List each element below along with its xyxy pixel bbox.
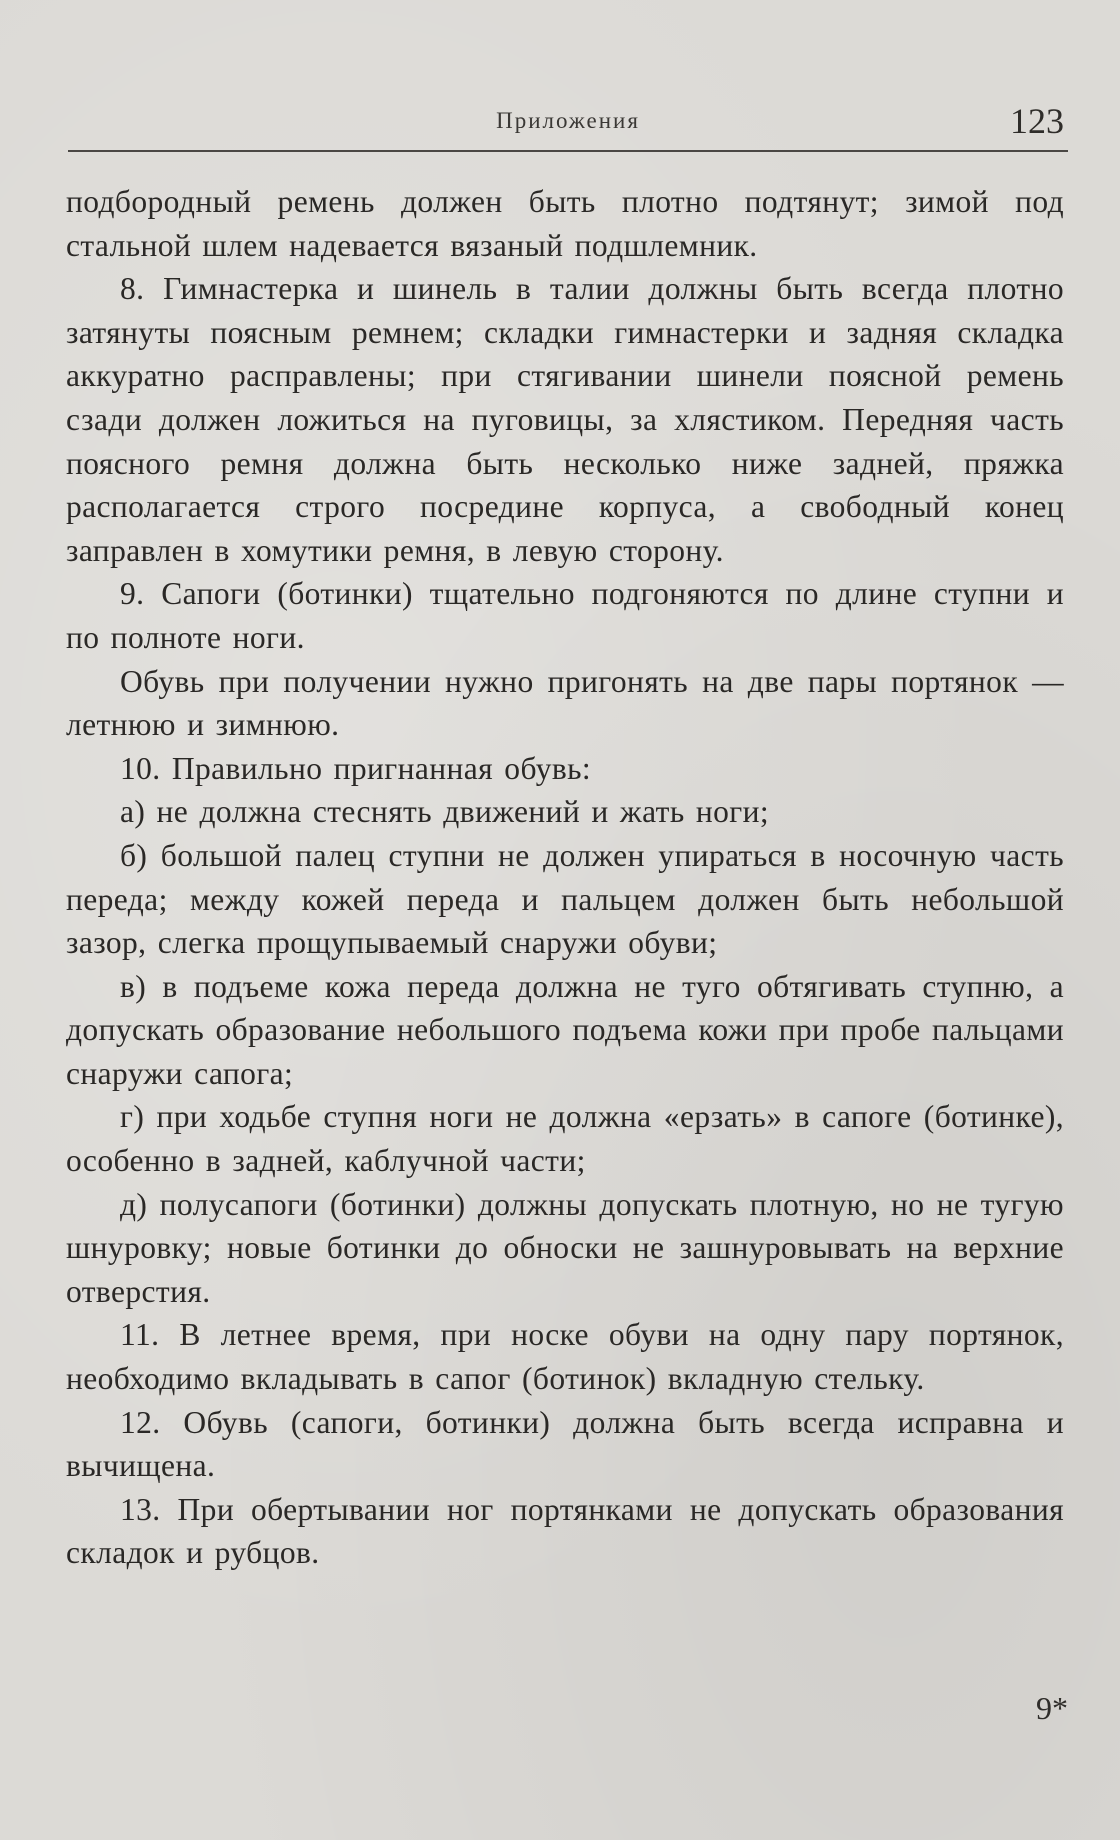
paragraph: подбородный ремень должен быть плотно подтянут; зимой под стальной шлем надевается вязаный подшлемник.: [66, 184, 1064, 263]
running-title: Приложения: [496, 108, 640, 133]
page-header: [68, 100, 1068, 152]
paragraph: 13. При обертывании ног портянками не допускать образования складок и рубцов.: [66, 1491, 1064, 1571]
paragraph: 8. Гимнастерка и шинель в талии должны быть всегда плотно затянуты поясным ремнем; складки гимнастерки и задняя складка аккуратно расправлены; при стягивании шинели поясной ремень сзади должен ложиться на пуговицы, за хлястиком. Передняя часть поясного ремня должна быть несколько ниже задней, пряжка располагается строго посредине корпуса, а свободный конец заправлен в хомутики ремня, в левую сторону.: [66, 271, 1064, 568]
paragraph: 10. Правильно пригнанная обувь:: [120, 750, 592, 786]
paragraph: Обувь при получении нужно пригонять на две пары портянок — летнюю и зимнюю.: [66, 663, 1064, 743]
page-number: 123: [1010, 101, 1064, 141]
paragraph: д) полусапоги (ботинки) должны допускать плотную, но не тугую шнуровку; новые ботинки до обноски не зашнуровывать на верхние отверстия.: [66, 1186, 1064, 1309]
signature-mark: 9*: [1036, 1690, 1068, 1726]
body-text: [66, 180, 1064, 1575]
paragraph: в) в подъеме кожа переда должна не туго обтягивать ступню, а допускать образование небольшого подъема кожи при пробе пальцами снаружи сапога;: [66, 968, 1064, 1091]
paragraph: а) не должна стеснять движений и жать ноги;: [120, 794, 770, 830]
paragraph: г) при ходьбе ступня ноги не должна «ерзать» в сапоге (ботинке), особенно в задней, каблучной части;: [66, 1099, 1064, 1179]
paragraph: 11. В летнее время, при носке обуви на одну пару портянок, необходимо вкладывать в сапог (ботинок) вкладную стельку.: [66, 1317, 1064, 1397]
paragraph: 12. Обувь (сапоги, ботинки) должна быть всегда исправна и вычищена.: [66, 1404, 1064, 1484]
paragraph: 9. Сапоги (ботинки) тщательно подгоняются по длине ступни и по полноте ноги.: [66, 576, 1064, 655]
paragraph: б) большой палец ступни не должен упираться в носочную часть переда; между кожей переда и пальцем должен быть небольшой зазор, слегка прощупываемый снаружи обуви;: [66, 837, 1064, 961]
